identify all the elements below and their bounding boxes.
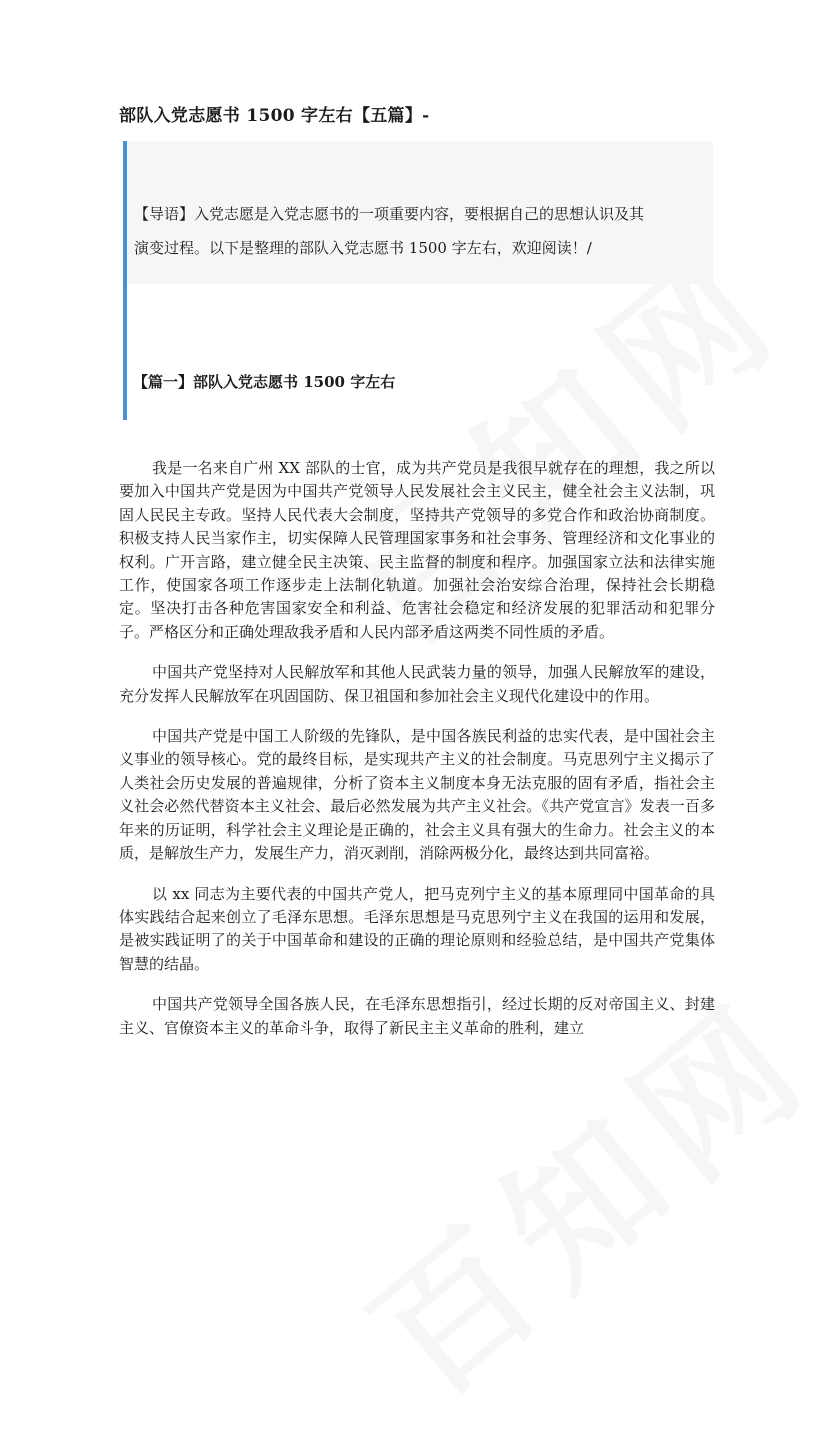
intro-line-2: 演变过程。以下是整理的部队入党志愿书 1500 字左右，欢迎阅读！/ <box>134 239 592 257</box>
paragraph: 中国共产党是中国工人阶级的先锋队，是中国各族民利益的忠实代表，是中国社会主义事业的领导核心。党的最终目标，是实现共产主义的社会制度。马克思列宁主义揭示了人类社会历史发展的普遍规律，分析了资本主义制度本身无法克服的固有矛盾，指社会主义社会必然代替资本主义社会、最后必然发展为共产主义社会。《共产党宣言》发表一百多年来的历证明，科学社会主义理论是正确的，社会主义具有强大的生命力。社会主义的本质，是解放生产力，发展生产力，消灭剥削，消除两极分化，最终达到共同富裕。 <box>119 727 715 863</box>
intro-line-1: 【导语】入党志愿是入党志愿书的一项重要内容，要根据自己的思想认识及其 <box>134 205 645 223</box>
body-text <box>119 457 715 1057</box>
intro-text <box>134 197 714 265</box>
document-title: 部队入党志愿书 1500 字左右【五篇】- <box>119 106 430 126</box>
paragraph: 中国共产党坚持对人民解放军和其他人民武装力量的领导，加强人民解放军的建设，充分发挥人民解放军在巩固国防、保卫祖国和参加社会主义现代化建设中的作用。 <box>119 663 715 705</box>
paragraph: 我是一名来自广州 XX 部队的士官，成为共产党员是我很早就存在的理想，我之所以要加入中国共产党是因为中国共产党领导人民发展社会主义民主，健全社会主义法制，巩固人民民主专政。坚持人民代表大会制度，坚持共产党领导的多党合作和政治协商制度。积极支持人民当家作主，切实保障人民管理国家事务和社会事务、管理经济和文化事业的权利。广开言路，建立健全民主决策、民主监督的制度和程序。加强国家立法和法律实施工作，使国家各项工作逐步走上法制化轨道。加强社会治安综合治理，保持社会长期稳定。坚决打击各种危害国家安全和利益、危害社会稳定和经济发展的犯罪活动和犯罪分子。严格区分和正确处理敌我矛盾和人民内部矛盾这两类不同性质的矛盾。 <box>119 459 715 641</box>
section-heading: 【篇一】部队入党志愿书 1500 字左右 <box>133 373 396 391</box>
paragraph: 以 xx 同志为主要代表的中国共产党人，把马克列宁主义的基本原理同中国革命的具体实践结合起来创立了毛泽东思想。毛泽东思想是马克思列宁主义在我国的运用和发展，是被实践证明了的关于中国革命和建设的正确的理论原则和经验总结，是中国共产党集体智慧的结晶。 <box>119 884 715 973</box>
paragraph: 中国共产党领导全国各族人民，在毛泽东思想指引，经过长期的反对帝国主义、封建主义、官僚资本主义的革命斗争，取得了新民主主义革命的胜利，建立 <box>119 995 715 1037</box>
